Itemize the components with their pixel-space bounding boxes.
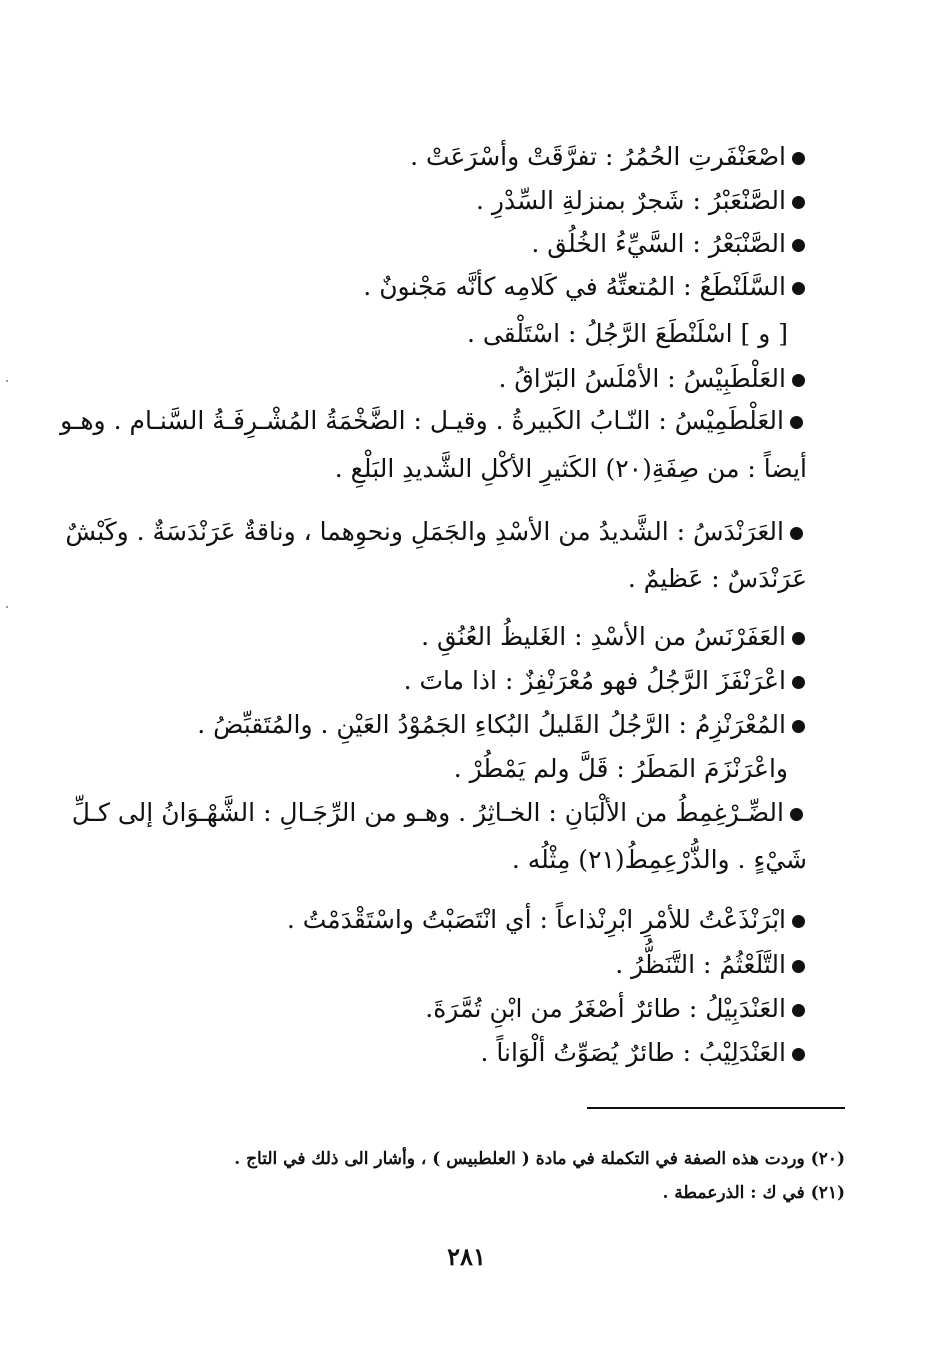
bullet-icon: [792, 1048, 805, 1061]
entry-line: [105, 270, 805, 304]
bullet-icon: [792, 282, 805, 295]
entry-text: العَلْطَبِيْسُ : الأمْلَسُ البَرّاقُ .: [498, 364, 786, 393]
entry-text: شَيْءٍ . والذُّرْعِمِطُ(٢١) مِثْلُه .: [511, 845, 807, 874]
entry-line: [105, 227, 805, 261]
entry-subline: [88, 317, 788, 351]
bullet-icon: [792, 915, 805, 928]
bullet-icon: [792, 1004, 805, 1017]
page-number: ٢٨١: [447, 1242, 486, 1271]
entry-line: [105, 184, 805, 218]
footnote: (٢٠) وردت هذه الصفة في التكملة في مادة ( العلطبيس ) ، وأشار الى ذلك في التاج .: [234, 1149, 845, 1169]
entry-text: [ و ] اسْلَنْطَعَ الرَّجُلُ : اسْتَلْقى .: [466, 319, 788, 348]
bullet-icon: [792, 632, 805, 645]
entry-continuation: [107, 843, 807, 877]
bullet-icon: [792, 239, 805, 252]
entry-line: [105, 664, 805, 698]
scan-mark: [6, 380, 8, 382]
entry-text: اعْرَنْفَزَ الرَّجُلُ فهو مُعْرَنْفِزٌ : اذا ماتَ .: [403, 666, 786, 695]
scan-mark: [6, 606, 8, 608]
entry-line: [105, 1036, 805, 1070]
entry-text: واعْرَنْزَمَ المَطَرُ : قَلَّ ولم يَمْطُرْ .: [453, 754, 788, 783]
entry-text: الصَّنْعَبْرُ : شَجرٌ بمنزلةِ السِّدْرِ .: [476, 186, 786, 215]
entry-text: الصَّنْبَعْرُ : السَّيِّءُ الخُلُق .: [531, 229, 786, 258]
entry-text: أيضاً : من صِفَةِ(٢٠) الكَثيرِ الأكْلِ الشَّديدِ البَلْعِ .: [334, 454, 807, 483]
entry-text: العَلْطَمِيْسُ : النّـابُ الكَبيرةُ . وقيـل : الضَّخْمَةُ المُشْـرِفَـةُ السَّنـام . وهـو: [60, 406, 784, 435]
entry-line: [105, 140, 805, 174]
bullet-icon: [790, 808, 803, 821]
bullet-icon: [792, 152, 805, 165]
bullet-icon: [790, 527, 803, 540]
footnote: (٢١) في ك : الذرعمطة .: [662, 1183, 845, 1203]
entry-subline: [88, 752, 788, 786]
entry-text: عَرَنْدَسٌ : عَظيمٌ .: [627, 564, 807, 593]
bullet-icon: [792, 960, 805, 973]
entry-text: العَفَرْنَسُ من الأسْدِ : الغَليظُ العُنُقِ .: [421, 622, 786, 651]
entry-line: [105, 948, 805, 982]
entry-line: [65, 515, 803, 549]
entry-line: [60, 404, 803, 438]
entry-text: ابْرَنْذَعْتُ للأمْرِ ابْرِنْذاعاً : أي انْتَصَبْتُ واسْتَقْدَمْتُ .: [286, 905, 786, 934]
entry-line: [105, 903, 805, 937]
bullet-icon: [792, 374, 805, 387]
entry-line: [105, 362, 805, 396]
entry-text: العَنْدَلِيْبُ : طائرٌ يُصَوِّتُ ألْوَاناً .: [480, 1038, 786, 1067]
entry-text: العَنْدَبِيْلُ : طائرٌ أصْغَرُ من ابْنِ تُمَّرَةَ.: [425, 994, 786, 1023]
bullet-icon: [792, 720, 805, 733]
entry-text: اصْعَنْفَرتِ الحُمُرُ : تفرَّقَتْ وأسْرَعَتْ .: [410, 142, 786, 171]
entry-text: المُعْرَنْزِمُ : الرَّجُلُ القَليلُ البُكاءِ الجَمُوْدُ العَيْنِ . والمُتَقبِّضُ .: [197, 710, 786, 739]
entry-text: الضِّـرْغِمِطُ من الألْبَانِ : الخـاثِرُ . وهـو من الرِّجَـالِ : الشَّهْـوَانُ إلى كـلِّ: [71, 798, 784, 827]
entry-line: [105, 708, 805, 742]
entry-text: التَّلَعْثُمُ : التَّنَظُّرُ .: [615, 950, 786, 979]
entry-continuation: [107, 562, 807, 596]
bullet-icon: [792, 196, 805, 209]
entry-continuation: [107, 452, 807, 486]
entry-line: [71, 796, 803, 830]
entry-line: [105, 992, 805, 1026]
bullet-icon: [792, 676, 805, 689]
footnote-separator: [587, 1107, 845, 1109]
entry-text: العَرَنْدَسُ : الشَّديدُ من الأسْدِ والجَمَلِ ونحوِهما ، وناقةٌ عَرَنْدَسَةٌ . وكَبْشٌ: [65, 517, 784, 546]
bullet-icon: [790, 416, 803, 429]
entry-text: السَّلَنْطَعُ : المُتعتِّهُ في كَلامِه كأنَّه مَجْنونٌ .: [363, 272, 786, 301]
entry-line: [105, 620, 805, 654]
